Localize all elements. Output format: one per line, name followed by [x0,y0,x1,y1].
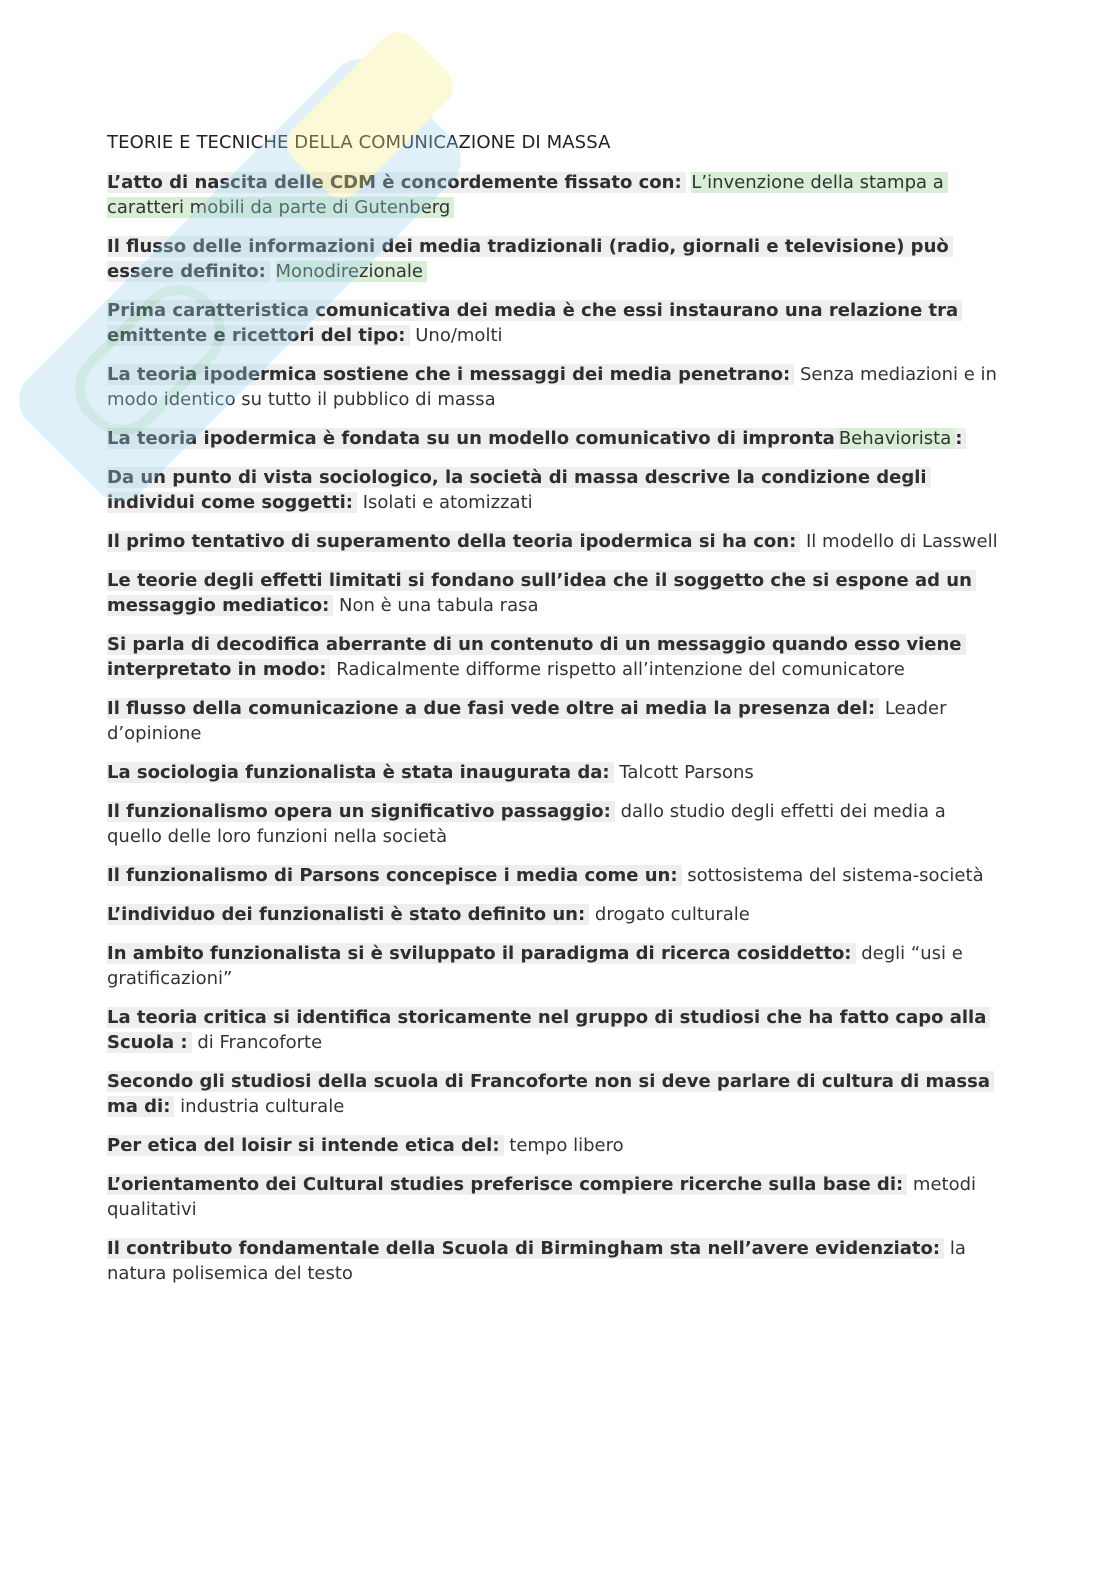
qa-item [107,568,1005,618]
question: Prima caratteristica comunicativa dei media è che essi instaurano una relazione tra emittente e ricettori del tipo: [107,300,962,346]
document-page [107,130,1005,1300]
qa-item [107,760,1005,785]
question: La teoria critica si identifica storicamente nel gruppo di studiosi che ha fatto capo alla Scuola : [107,1007,990,1053]
answer: Talcott Parsons [619,762,754,783]
answer: L’invenzione della stampa a caratteri mobili da parte di Gutenberg [107,172,948,218]
question: Per etica del loisir si intende etica del: [107,1135,504,1156]
qa-item [107,799,1005,849]
answer: sottosistema del sistema-società [687,865,984,886]
qa-item [107,362,1005,412]
answer: la natura polisemica del testo [107,1238,966,1284]
qa-item [107,529,1005,554]
answer: metodi qualitativi [107,1174,977,1220]
question: Il primo tentativo di superamento della teoria ipodermica si ha con: [107,531,800,552]
document-title: TEORIE E TECNICHE DELLA COMUNICAZIONE DI MASSA [107,132,611,153]
qa-item [107,902,1005,927]
qa-item [107,1005,1005,1055]
question: Il funzionalismo opera un significativo passaggio: [107,801,615,822]
qa-item [107,298,1005,348]
answer: Non è una tabula rasa [339,595,539,616]
answer: Senza mediazioni e in modo identico su tutto il pubblico di massa [107,364,997,410]
qa-item [107,426,1005,451]
qa-item [107,632,1005,682]
answer: Il modello di Lasswell [806,531,998,552]
qa-item [107,1236,1005,1286]
question: La teoria ipodermica è fondata su un modello comunicativo di impronta [107,428,839,449]
answer: dallo studio degli effetti dei media a quello delle loro funzioni nella società [107,801,946,847]
question: In ambito funzionalista si è sviluppato il paradigma di ricerca cosiddetto: [107,943,856,964]
question: La sociologia funzionalista è stata inaugurata da: [107,762,614,783]
question: La teoria ipodermica sostiene che i messaggi dei media penetrano: [107,364,794,385]
question: L’atto di nascita delle CDM è concordemente fissato con: [107,172,686,193]
qa-item [107,941,1005,991]
question: Secondo gli studiosi della scuola di Francoforte non si deve parlare di cultura di massa ma di: [107,1071,994,1117]
answer: industria culturale [180,1096,345,1117]
question-end: : [955,428,966,449]
question: Da un punto di vista sociologico, la società di massa descrive la condizione degli individui come soggetti: [107,467,931,513]
question: Il flusso delle informazioni dei media tradizionali (radio, giornali e televisione) può essere definito: [107,236,953,282]
question: L’orientamento dei Cultural studies preferisce compiere ricerche sulla base di: [107,1174,907,1195]
answer: di Francoforte [197,1032,323,1053]
question: Si parla di decodifica aberrante di un contenuto di un messaggio quando esso viene interpretato in modo: [107,634,966,680]
answer: Monodirezionale [276,261,427,282]
qa-item [107,696,1005,746]
answer: Leader d’opinione [107,698,947,744]
answer: Uno/molti [415,325,503,346]
question: Il flusso della comunicazione a due fasi vede oltre ai media la presenza del: [107,698,879,719]
question: L’individuo dei funzionalisti è stato definito un: [107,904,589,925]
answer: Radicalmente difforme rispetto all’intenzione del comunicatore [336,659,905,680]
qa-item [107,1172,1005,1222]
qa-item [107,1133,1005,1158]
question: Le teorie degli effetti limitati si fondano sull’idea che il soggetto che si espone ad un messaggio mediatico: [107,570,976,616]
answer: Isolati e atomizzati [362,492,533,513]
qa-item [107,863,1005,888]
answer: Behaviorista [839,428,955,449]
qa-item [107,465,1005,515]
qa-item [107,234,1005,284]
question: Il contributo fondamentale della Scuola di Birmingham sta nell’avere evidenziato: [107,1238,944,1259]
qa-item [107,1069,1005,1119]
question: Il funzionalismo di Parsons concepisce i media come un: [107,865,682,886]
qa-item [107,170,1005,220]
answer: tempo libero [509,1135,624,1156]
answer: drogato culturale [594,904,750,925]
answer: degli “usi e gratificazioni” [107,943,963,989]
